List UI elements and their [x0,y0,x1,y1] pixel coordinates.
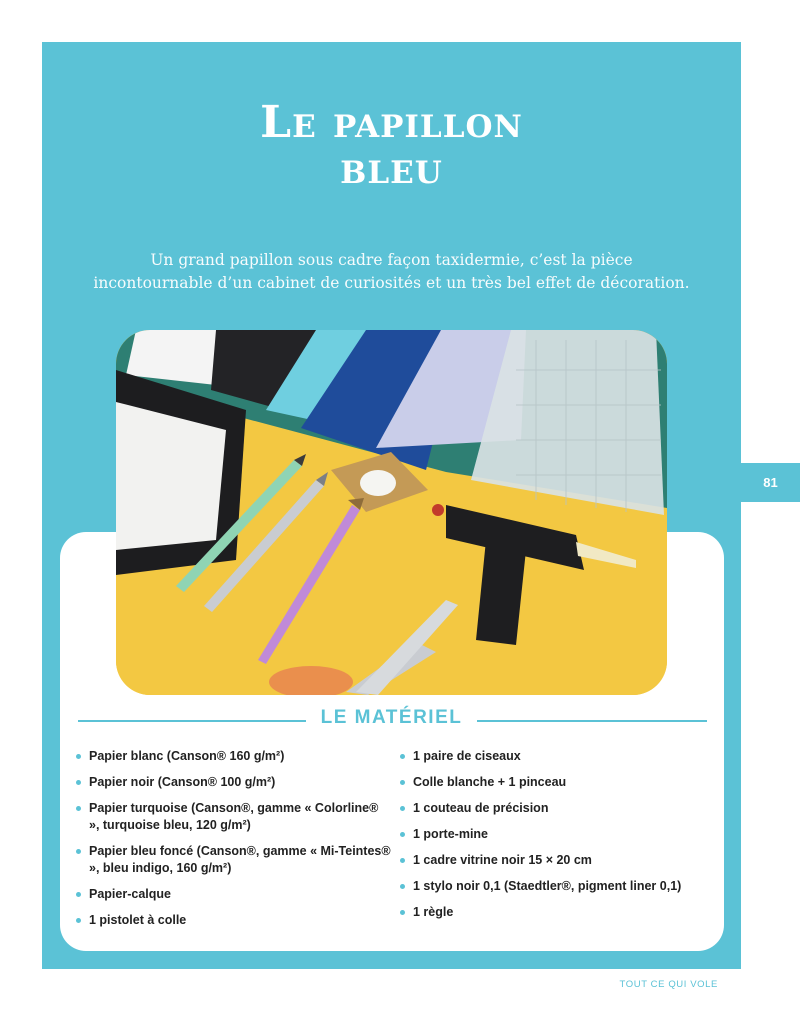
page-number: 81 [763,475,778,490]
bullet-icon [76,892,81,897]
bullet-icon [400,806,405,811]
list-item [76,843,394,877]
list-item-text: Papier blanc (Canson® 160 g/m²) [89,749,285,763]
list-item [400,748,720,765]
section-title: LE MATÉRIEL [320,707,463,728]
list-item-text: 1 pistolet à colle [89,913,187,927]
bullet-icon [76,754,81,759]
page-number-tab [741,463,800,502]
bullet-icon [400,780,405,785]
bullet-icon [76,849,81,854]
list-item [400,800,720,817]
list-item [400,904,720,921]
list-item-text: Papier bleu foncé (Canson®, gamme « Mi-Teintes® », bleu indigo, 160 g/m²) [89,844,391,875]
materials-list-left [76,748,406,938]
list-item [76,912,406,929]
title-line-2: bleu [340,143,443,195]
materials-photo-illustration [116,330,667,695]
bullet-icon [400,754,405,759]
list-item [400,878,720,895]
list-item-text: 1 paire de ciseaux [413,749,521,763]
list-item-text: 1 cadre vitrine noir 15 × 20 cm [413,853,592,867]
bullet-icon [400,858,405,863]
list-item [76,748,406,765]
list-item [76,886,406,903]
list-item-text: Papier noir (Canson® 100 g/m²) [89,775,276,789]
list-item-text: Colle blanche + 1 pinceau [413,775,567,789]
bullet-icon [76,780,81,785]
list-item-text: 1 couteau de précision [413,801,549,815]
materials-photo [116,330,667,695]
section-rule-left [78,720,306,722]
bullet-icon [400,884,405,889]
bullet-icon [76,806,81,811]
section-rule-right [477,720,707,722]
list-item [400,774,720,791]
list-item [400,852,720,869]
running-footer: TOUT CE QUI VOLE [619,979,718,990]
intro-text: Un grand papillon sous cadre façon taxidermie, c’est la pièce incontournable d’un cabinet de curiosités et un très bel effet de décoration. [93,251,690,292]
list-item-text: Papier turquoise (Canson®, gamme « Colorline® », turquoise bleu, 120 g/m²) [89,801,379,832]
bullet-icon [400,910,405,915]
list-item-text: Papier-calque [89,887,171,901]
list-item-text: 1 règle [413,905,454,919]
materials-list-right [400,748,720,930]
list-item-text: 1 porte-mine [413,827,489,841]
list-item [76,800,389,834]
page-title [42,97,741,195]
bullet-icon [400,832,405,837]
list-item-text: 1 stylo noir 0,1 (Staedtler®, pigment liner 0,1) [413,879,682,893]
bullet-icon [76,918,81,923]
list-item [400,826,720,843]
title-line-1: Le papillon [260,97,523,148]
list-item [76,774,406,791]
